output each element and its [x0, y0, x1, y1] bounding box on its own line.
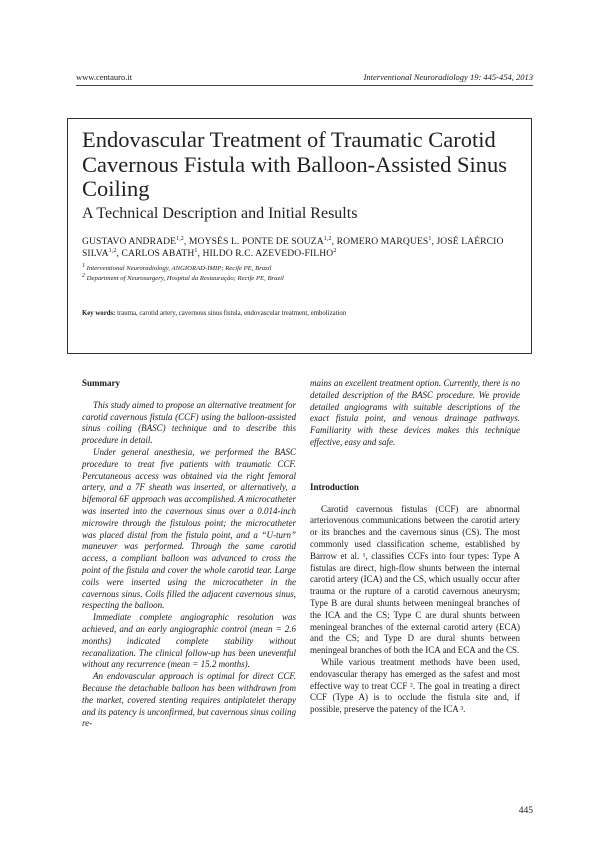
journal-website: www.centauro.it	[76, 72, 133, 82]
article-subtitle: A Technical Description and Initial Results	[82, 205, 358, 222]
keywords-label: Key words:	[82, 310, 116, 317]
affiliation-list	[82, 264, 522, 284]
summary-body	[82, 400, 296, 730]
author-name: MOYSÉS L. PONTE DE SOUZA	[188, 236, 324, 247]
summary-paragraph: This study aimed to propose an alternative treatment for carotid cavernous fistula (CCF) using the balloon-assisted sinus coiling (BASC) technique and to describe this procedure in detail.	[82, 399, 296, 446]
introduction-paragraph: While various treatment methods have been used, endovascular therapy has emerged as the safest and most effective way to treat CCF ². The goal in treating a direct CCF (Type A) is to occlude the fistula site and, if possible, preserve the patency of the ICA ³.	[310, 656, 520, 715]
author-affiliation-mark: 1	[428, 235, 432, 242]
affiliation-number: 2	[82, 272, 85, 279]
article-title: Endovascular Treatment of Traumatic Carotid Cavernous Fistula with Balloon-Assisted Sinus Coiling	[82, 127, 508, 201]
author-name: ROMERO MARQUES	[336, 236, 429, 247]
summary-column	[82, 378, 296, 730]
summary-paragraph: An endovascular approach is optimal for direct CCF. Because the detachable balloon has been withdrawn from the market, covered stenting requires antiplatelet therapy and its patency is unconfirmed, but cavernous sinus coiling re-	[82, 671, 296, 729]
introduction-paragraph: Carotid cavernous fistulas (CCF) are abnormal arteriovenous communications between the carotid artery or its branches and the cavernous sinus (CS). The most commonly used classification scheme, established by Barrow et al. ¹, classifies CCFs into four types: Type A fistulas are direct, high-flow shunts between the internal carotid artery (ICA) and the CS, which usually occur after trauma or the rupture of a carotid cavernous aneurysm; Type B are dural shunts between meningeal branches of the ICA and the CS; Type C are dural shunts between meningeal branches of the external carotid artery (ECA) and the CS; and Type D are dural shunts between meningeal branches of both the ICA and ECA and the CS.	[310, 503, 520, 656]
author-affiliation-mark: 1,2	[176, 235, 184, 242]
introduction-body	[310, 504, 520, 716]
summary-paragraph: Immediate complete angiographic resolution was achieved, and an early angiographic control (mean = 2.6 months) indicated complete stability without recanalization. The clinical follow-up has been uneventful without any recurrence (mean = 15.2 months).	[82, 612, 296, 670]
summary-paragraph-continued: mains an excellent treatment option. Currently, there is no detailed description of the BASC procedure. We provide detailed angiograms with suitable descriptions of the exact fistula point, and venous drainage pathways. Familiarity with these devices makes this technique effective, easy and safe.	[310, 378, 520, 447]
affiliation-text: Interventional Neuroradiology, ANGIORAD-IMIP; Recife PE, Brazil	[85, 265, 272, 272]
introduction-heading: Introduction	[310, 481, 359, 492]
author-name: HILDO R.C. AZEVEDO-FILHO	[202, 248, 334, 259]
affiliation-line	[82, 264, 522, 274]
affiliation-line	[82, 274, 522, 284]
affiliation-text: Department of Neurosurgery, Hospital da Restauração; Recife PE, Brazil	[85, 275, 284, 282]
summary-heading: Summary	[82, 378, 120, 388]
author-name: GUSTAVO ANDRADE	[82, 236, 177, 247]
keywords	[82, 309, 522, 318]
author-affiliation-mark: 1,2	[323, 235, 332, 242]
author-affiliation-mark: 1,2	[108, 247, 117, 254]
page-number: 445	[518, 806, 533, 816]
author-name: JOSÉ LAÉRCIO SILVA	[82, 236, 504, 259]
header-divider	[76, 85, 533, 86]
title-box	[67, 118, 532, 354]
author-name: CARLOS ABATH	[121, 248, 195, 259]
keywords-text: trauma, carotid artery, cavernous sinus fistula, endovascular treatment, embolization	[117, 310, 347, 317]
journal-citation: Interventional Neuroradiology 19: 445-454, 2013	[363, 72, 533, 82]
summary-paragraph: Under general anesthesia, we performed the BASC procedure to treat five patients with traumatic CCF. Percutaneous access was obtained via the right femoral artery, and a 7F sheath was inserted, or alternatively, a bifemoral 6F approach was accomplished. A microcatheter was inserted into the cavernous sinus over a 0.014-inch microwire through the fistulous point; the microcatheter was placed distal from the fistula point, and a “U-turn” maneuver was performed. Through the same carotid access, a compliant balloon was advanced to cross the point of the fistula and cover the whole carotid tear. Large coils were inserted using the microcatheter in the cavernous sinus. Coils filled the adjacent cavernous sinus, respecting the balloon.	[82, 446, 296, 611]
author-affiliation-mark: 1	[194, 247, 198, 254]
summary-continuation	[310, 378, 520, 449]
affiliation-number: 1	[82, 262, 85, 269]
right-column	[310, 378, 520, 716]
author-affiliation-mark: 2	[333, 247, 337, 254]
author-list: GUSTAVO ANDRADE$^{1,2}$, MOYSÉS L. PONTE DE SOUZA$^{1,2}$, ROMERO MARQUES$^1$, JOSÉ LAÉRCIO SILVA$^{1,2}$, CARLOS ABATH$^1$, HILDO R.C. AZEVEDO-FILHO$^2$	[82, 235, 504, 259]
